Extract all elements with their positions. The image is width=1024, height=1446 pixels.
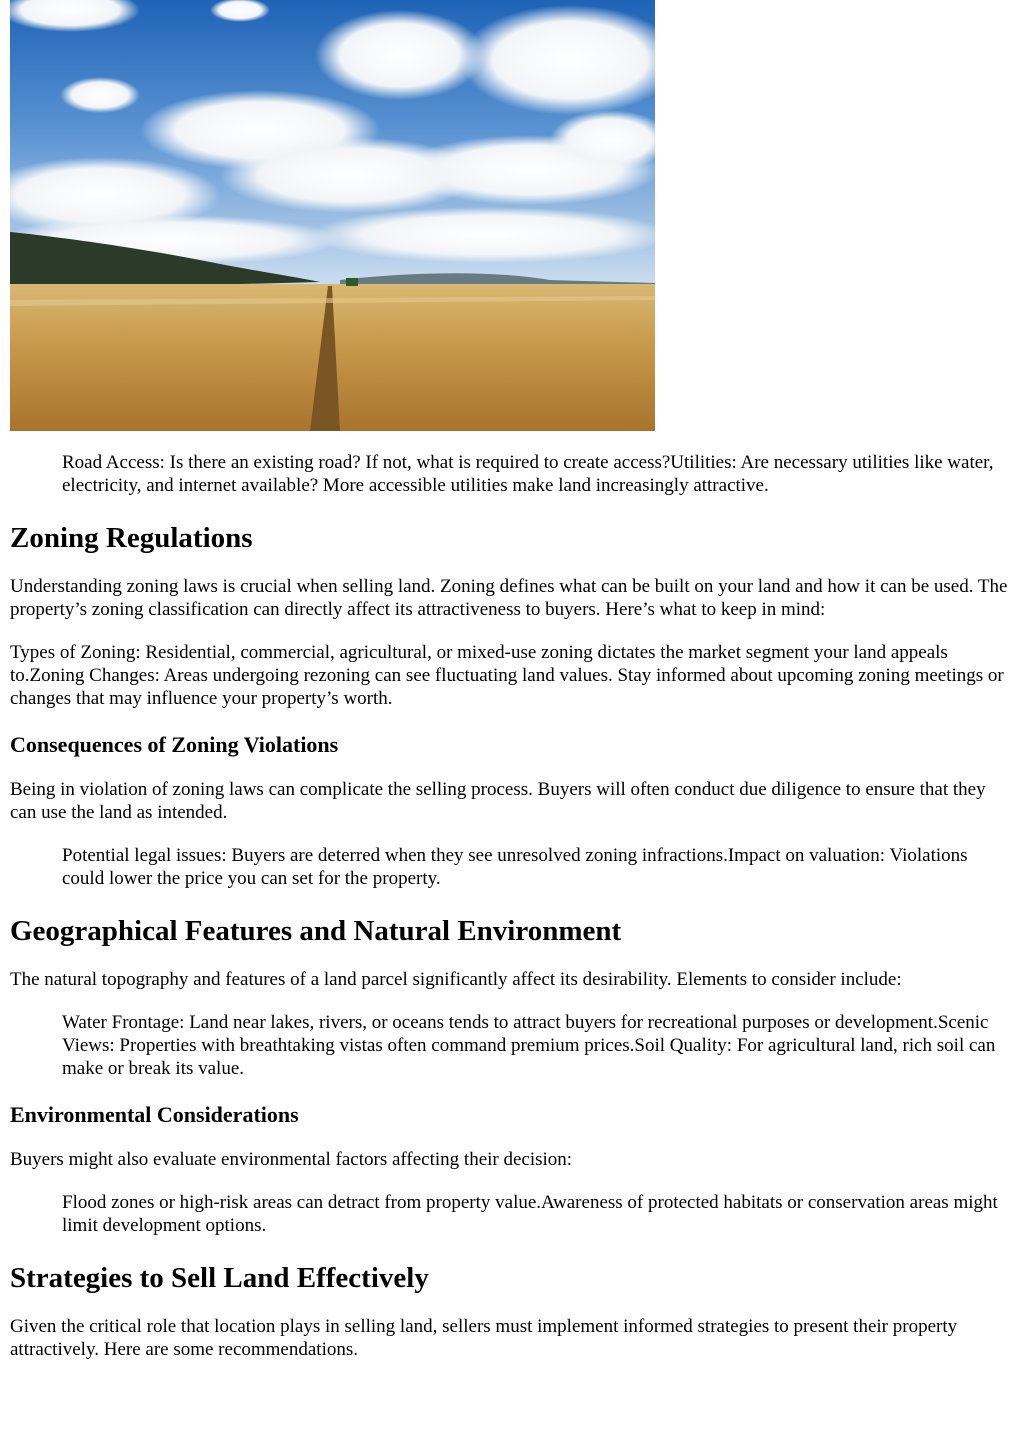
strategies-heading: Strategies to Sell Land Effectively bbox=[10, 1262, 429, 1294]
zoning-heading: Zoning Regulations bbox=[10, 522, 253, 554]
geography-intro: The natural topography and features of a land parcel significantly affect its desirability. Elements to consider include: bbox=[10, 969, 902, 990]
geography-quote: Water Frontage: Land near lakes, rivers, or oceans tends to attract buyers for recreational purposes or development.Scenic Views: Properties with breathtaking vistas often command premium prices.Soil Quality: For agricultural land, rich soil can make or break its value. bbox=[62, 1012, 996, 1079]
zoning-types: Types of Zoning: Residential, commercial, agricultural, or mixed-use zoning dictates the market segment your land appeals to.Zoning Changes: Areas undergoing rezoning can see fluctuating land values. Stay informed about upcoming zoning meetings or changes that may influence your property’s worth. bbox=[10, 642, 1004, 709]
access-utilities-quote: Road Access: Is there an existing road? If not, what is required to create access?Utilities: Are necessary utilities like water, electricity, and internet available? More accessible utilities make land increasingly attractive. bbox=[62, 452, 994, 496]
geography-heading: Geographical Features and Natural Environment bbox=[10, 915, 622, 947]
environment-heading: Environmental Considerations bbox=[10, 1102, 299, 1127]
environment-text: Buyers might also evaluate environmental factors affecting their decision: bbox=[10, 1149, 573, 1170]
environment-quote: Flood zones or high-risk areas can detract from property value.Awareness of protected habitats or conservation areas might limit development options. bbox=[62, 1192, 998, 1236]
strategies-intro: Given the critical role that location plays in selling land, sellers must implement informed strategies to present their property attractively. Here are some recommendations. bbox=[10, 1316, 958, 1360]
zoning-intro: Understanding zoning laws is crucial when selling land. Zoning defines what can be built on your land and how it can be used. The property’s zoning classification can directly affect its attractiveness to buyers. Here’s what to keep in mind: bbox=[10, 576, 1008, 620]
violations-quote: Potential legal issues: Buyers are deterred when they see unresolved zoning infractions.Impact on valuation: Violations could lower the price you can set for the property. bbox=[62, 845, 968, 889]
wheat-field-image bbox=[10, 0, 655, 431]
violations-heading: Consequences of Zoning Violations bbox=[10, 732, 339, 757]
violations-text: Being in violation of zoning laws can complicate the selling process. Buyers will often conduct due diligence to ensure that they can use the land as intended. bbox=[10, 779, 986, 823]
